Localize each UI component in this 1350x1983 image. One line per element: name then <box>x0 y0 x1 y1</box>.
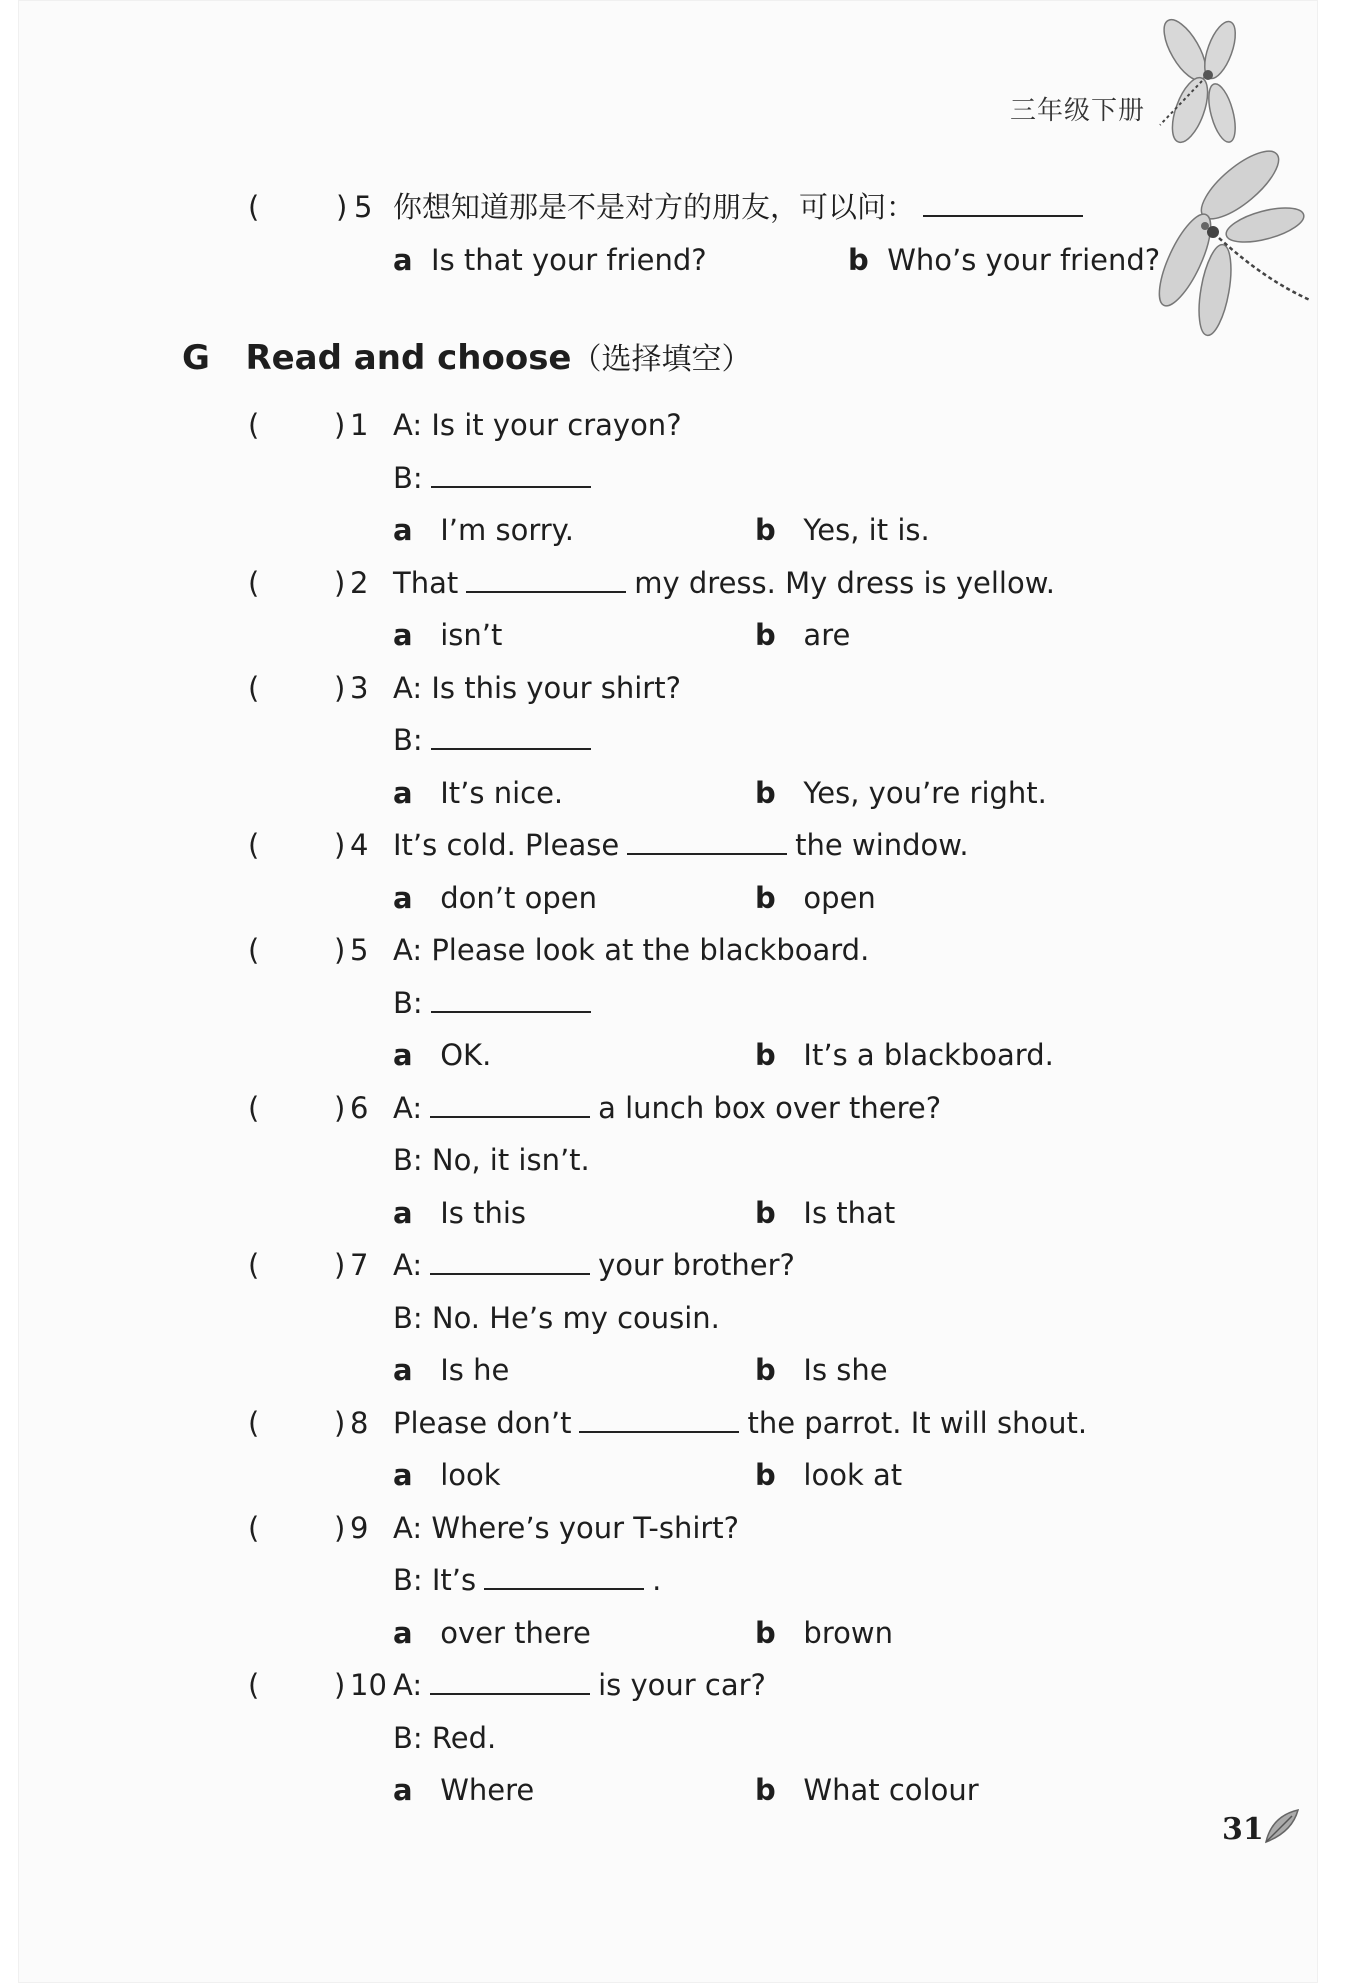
option-b-text: open <box>803 880 876 915</box>
question-line <box>393 1665 766 1705</box>
option-a-letter: a <box>393 775 413 810</box>
option-b-text: Is she <box>803 1353 888 1387</box>
dragonfly-top-icon <box>1140 15 1260 155</box>
question-number: 1 <box>350 408 369 442</box>
response-text: B: <box>393 723 423 757</box>
option-b-letter: b <box>755 775 776 810</box>
question-text: A: Where’s your T-shirt? <box>393 1510 740 1545</box>
question-text: Please don’t <box>393 1405 572 1440</box>
option-a <box>393 615 502 655</box>
response-line <box>393 1298 720 1338</box>
answer-blank[interactable] <box>923 214 1083 217</box>
option-a <box>393 1455 501 1495</box>
answer-paren-open: ( <box>248 670 260 705</box>
answer-paren-close: ) <box>334 933 346 967</box>
question-line <box>393 1245 795 1285</box>
option-b <box>755 615 850 655</box>
section-title: Read and choose <box>245 338 572 378</box>
option-a-letter: a <box>393 1615 413 1650</box>
option-a-text: OK. <box>440 1038 492 1072</box>
answer-paren-close: ) <box>334 1405 346 1440</box>
question-line <box>393 563 1055 603</box>
option-b <box>755 773 1047 813</box>
question-prompt <box>393 187 1091 227</box>
section-heading <box>182 334 752 378</box>
grade-label: 三年级下册 <box>1010 96 1146 126</box>
option-b-letter: b <box>755 618 776 652</box>
option-b <box>755 1455 902 1495</box>
option-a-letter: a <box>393 1353 413 1387</box>
question-text-after-blank: is your car? <box>598 1668 766 1702</box>
response-line <box>393 458 599 498</box>
section-subtitle: （选择填空） <box>571 342 752 377</box>
option-b-text: brown <box>803 1615 893 1650</box>
answer-paren-open: ( <box>248 828 260 862</box>
question-number: 8 <box>350 1405 369 1440</box>
option-b-letter: b <box>755 1615 776 1650</box>
answer-paren-close: ) <box>336 190 348 224</box>
option-b <box>755 1613 893 1653</box>
option-a-letter: a <box>393 1458 413 1492</box>
answer-blank[interactable] <box>430 1115 590 1118</box>
question-line <box>393 405 682 445</box>
response-text: B: <box>393 460 423 495</box>
question-text-after-blank: a lunch box over there? <box>598 1090 942 1125</box>
answer-paren-close: ) <box>334 1090 346 1125</box>
option-b-text: Is that <box>803 1195 896 1230</box>
question-text: A: <box>393 1668 423 1702</box>
answer-paren-close: ) <box>334 1668 346 1702</box>
option-b-letter: b <box>755 1773 776 1807</box>
question-line <box>393 1508 739 1548</box>
answer-blank[interactable] <box>579 1430 739 1433</box>
answer-paren-open: ( <box>248 190 260 224</box>
response-line <box>393 983 599 1023</box>
option-a <box>393 1350 509 1390</box>
option-a-text: look <box>440 1458 501 1492</box>
option-a <box>393 510 574 550</box>
option-b-letter: b <box>755 1353 776 1387</box>
answer-blank[interactable] <box>431 1010 591 1013</box>
option-a-text: Is that your friend? <box>431 243 707 277</box>
response-text: B: No. He’s my cousin. <box>393 1300 720 1335</box>
option-b-text: are <box>803 618 851 652</box>
question-number: 9 <box>350 1510 369 1545</box>
option-b <box>755 1770 979 1810</box>
question-number: 6 <box>350 1090 369 1125</box>
option-b-text: look at <box>803 1458 903 1492</box>
answer-blank[interactable] <box>431 747 591 750</box>
option-a-letter: a <box>393 1195 413 1230</box>
answer-paren-open: ( <box>248 933 260 967</box>
option-a <box>393 1193 526 1233</box>
option-b-letter: b <box>755 1195 776 1230</box>
option-a <box>393 240 707 280</box>
question-number: 10 <box>350 1668 387 1702</box>
answer-paren-open: ( <box>248 1668 260 1702</box>
option-b-text: It’s a blackboard. <box>803 1038 1054 1072</box>
response-line <box>393 720 599 760</box>
answer-paren-close: ) <box>334 408 346 442</box>
option-b-letter: b <box>755 1038 776 1072</box>
question-line <box>393 930 869 970</box>
question-line <box>393 1403 1087 1443</box>
response-line <box>393 1560 661 1600</box>
question-number: 4 <box>350 828 369 862</box>
option-a-letter: a <box>393 880 413 915</box>
question-line <box>393 825 969 865</box>
answer-blank[interactable] <box>466 590 626 593</box>
option-a-text: I’m sorry. <box>440 513 574 547</box>
option-b <box>755 1350 888 1390</box>
question-text: A: Is this your shirt? <box>393 670 681 705</box>
option-a <box>393 1770 534 1810</box>
option-b-text: Yes, you’re right. <box>803 775 1047 810</box>
option-a-text: don’t open <box>440 880 597 915</box>
question-text-after-blank: your brother? <box>598 1248 795 1282</box>
option-a-letter: a <box>393 513 413 547</box>
answer-paren-close: ) <box>334 565 346 600</box>
answer-paren-open: ( <box>248 1405 260 1440</box>
page-number: 31 <box>1222 1812 1264 1847</box>
option-b-letter: b <box>848 243 869 277</box>
answer-paren-close: ) <box>334 1510 346 1545</box>
response-text: B: Red. <box>393 1720 497 1755</box>
response-text: B: It’s <box>393 1563 477 1597</box>
answer-blank[interactable] <box>431 485 591 488</box>
question-text: That <box>393 565 459 600</box>
option-a-letter: a <box>393 243 413 277</box>
response-line <box>393 1718 496 1758</box>
answer-paren-open: ( <box>248 1248 260 1282</box>
option-a-letter: a <box>393 1038 413 1072</box>
question-line <box>393 668 681 708</box>
option-b <box>848 240 1160 280</box>
option-a-letter: a <box>393 618 413 652</box>
option-a-letter: a <box>393 1773 413 1807</box>
question-text-after-blank: the parrot. It will shout. <box>747 1405 1088 1440</box>
response-text: B: <box>393 985 423 1020</box>
question-text: A: <box>393 1248 423 1282</box>
question-text-after-blank: the window. <box>795 828 969 862</box>
option-b-letter: b <box>755 513 776 547</box>
option-b-letter: b <box>755 880 776 915</box>
question-number: 3 <box>350 670 369 705</box>
option-a-text: Is this <box>440 1195 527 1230</box>
question-text: A: <box>393 1090 423 1125</box>
option-a <box>393 1613 591 1653</box>
question-number: 5 <box>354 190 373 224</box>
question-number: 7 <box>350 1248 369 1282</box>
answer-paren-close: ) <box>334 670 346 705</box>
option-b <box>755 510 930 550</box>
answer-blank[interactable] <box>484 1587 644 1590</box>
answer-paren-open: ( <box>248 1510 260 1545</box>
prompt-text: 你想知道那是不是对方的朋友，可以问： <box>393 190 916 224</box>
response-text-after-blank: . <box>652 1563 662 1597</box>
question-number: 2 <box>350 565 369 600</box>
answer-blank[interactable] <box>430 1692 590 1695</box>
dragonfly-side-icon <box>1145 140 1315 360</box>
option-a-text: Where <box>440 1773 535 1807</box>
section-letter: G <box>182 338 210 378</box>
answer-paren-close: ) <box>334 1248 346 1282</box>
question-number: 5 <box>350 933 369 967</box>
option-a-text: Is he <box>440 1353 510 1387</box>
option-b-text: Who’s your friend? <box>887 243 1161 277</box>
question-text: A: Is it your crayon? <box>393 408 682 442</box>
answer-paren-open: ( <box>248 408 260 442</box>
response-text: B: No, it isn’t. <box>393 1143 590 1177</box>
option-b-letter: b <box>755 1458 776 1492</box>
answer-paren-open: ( <box>248 565 260 600</box>
option-b <box>755 878 876 918</box>
answer-paren-open: ( <box>248 1090 260 1125</box>
option-b <box>755 1193 895 1233</box>
answer-blank[interactable] <box>627 852 787 855</box>
answer-blank[interactable] <box>430 1272 590 1275</box>
option-a <box>393 773 563 813</box>
question-text: A: Please look at the blackboard. <box>393 933 870 967</box>
question-text: It’s cold. Please <box>393 828 620 862</box>
response-line <box>393 1140 590 1180</box>
option-b-text: Yes, it is. <box>803 513 930 547</box>
option-b-text: What colour <box>803 1773 979 1807</box>
leaf-icon <box>1262 1806 1302 1846</box>
option-a <box>393 878 597 918</box>
option-a-text: over there <box>440 1615 591 1650</box>
option-b <box>755 1035 1054 1075</box>
question-line <box>393 1088 941 1128</box>
option-a <box>393 1035 491 1075</box>
option-a-text: It’s nice. <box>440 775 564 810</box>
answer-paren-close: ) <box>334 828 346 862</box>
question-text-after-blank: my dress. My dress is yellow. <box>634 565 1055 600</box>
option-a-text: isn’t <box>440 618 503 652</box>
